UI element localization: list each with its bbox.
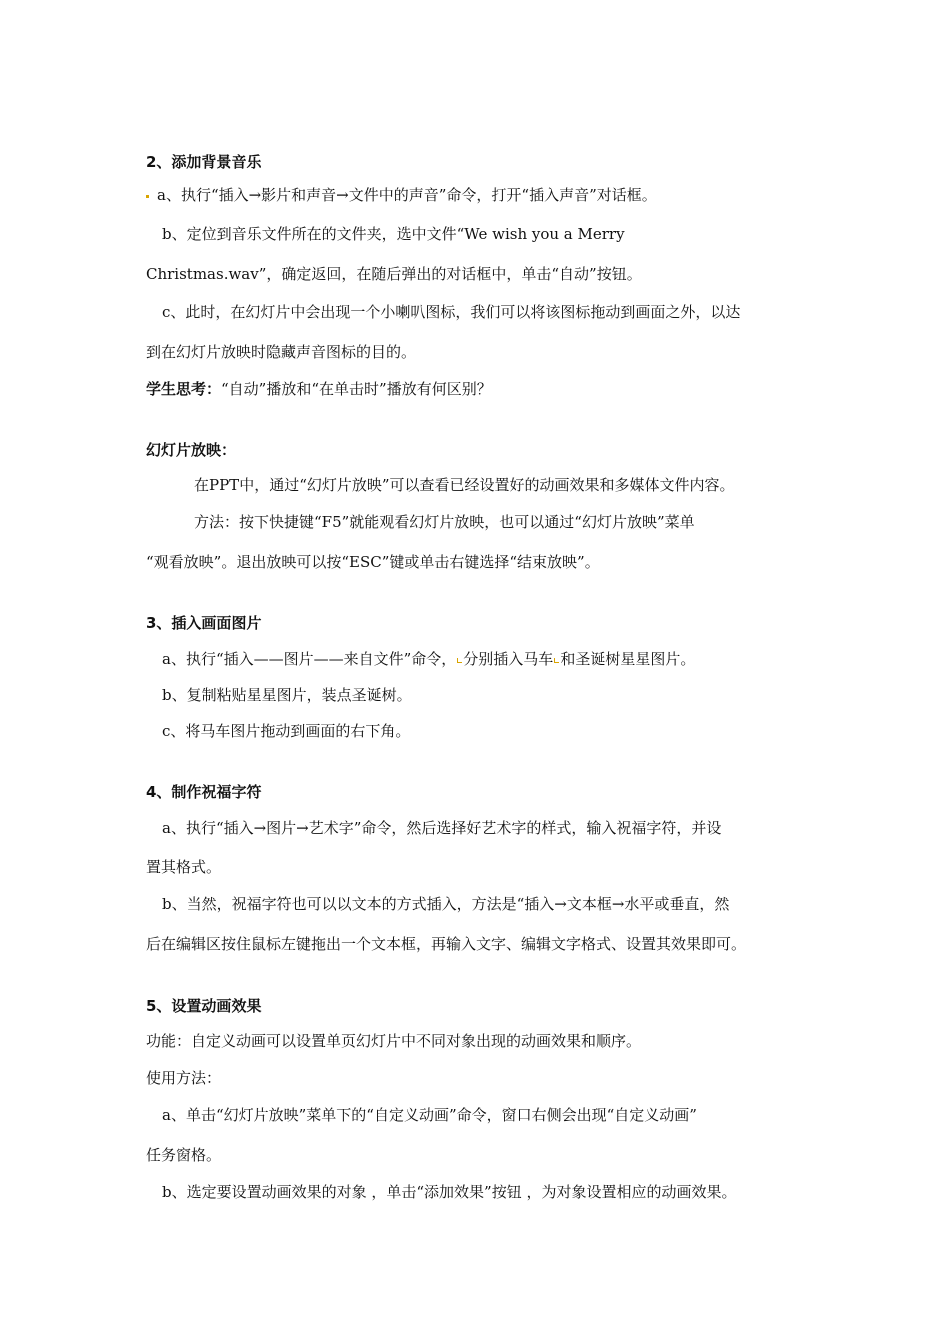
section-5-step-a-line1: a、单击“幻灯片放映”菜单下的“自定义动画”命令，窗口右侧会出现“自定义动画” [162,1106,697,1124]
section-2-step-c-line2: 到在幻灯片放映时隐藏声音图标的目的。 [146,343,417,361]
slideshow-method-line2: “观看放映”。退出放映可以按“ESC”键或单击右键选择“结束放映”。 [146,553,600,571]
section-4-step-a-line1: a、执行“插入→图片→艺术字”命令，然后选择好艺术字的样式，输入祝福字符，并设 [162,819,722,837]
student-thinking [146,379,492,399]
section-4-step-b-line1: b、当然，祝福字符也可以以文本的方式插入，方法是“插入→文本框→水平或垂直，然 [162,895,730,913]
section-5-heading: 5、设置动画效果 [146,997,262,1015]
student-thinking-label: 学生思考： [146,380,222,398]
section-4-heading: 4、制作祝福字符 [146,783,262,801]
slideshow-method-line1: 方法：按下快捷键“F5”就能观看幻灯片放映，也可以通过“幻灯片放映”菜单 [194,513,695,531]
section-2-step-a: a、执行“插入→影片和声音→文件中的声音”命令，打开“插入声音”对话框。 [146,185,657,205]
anchor-mark [457,658,462,663]
section-3-step-b: b、复制粘贴星星图片，装点圣诞树。 [162,686,412,704]
slideshow-paragraph-1: 在PPT中，通过“幻灯片放映”可以查看已经设置好的动画效果和多媒体文件内容。 [194,476,735,494]
slideshow-heading: 幻灯片放映： [146,441,237,459]
section-4-step-b-line2: 后在编辑区按住鼠标左键拖出一个文本框，再输入文字、编辑文字格式、设置其效果即可。 [146,935,747,953]
anchor-mark [554,658,559,663]
section-2-heading: 2、添加背景音乐 [146,153,262,171]
anchor-mark [146,195,149,198]
section-5-step-a-line2: 任务窗格。 [146,1146,222,1164]
section-5-function: 功能：自定义动画可以设置单页幻灯片中不同对象出现的动画效果和顺序。 [146,1032,642,1050]
section-2-step-c-line1: c、此时，在幻灯片中会出现一个小喇叭图标，我们可以将该图标拖动到画面之外，以达 [162,303,741,321]
section-5-usage: 使用方法： [146,1069,222,1087]
section-3-step-a: a、执行“插入——图片——来自文件”命令， 分别插入马车 和圣诞树星星图片。 [162,650,696,668]
section-4-step-a-line2: 置其格式。 [146,858,222,876]
section-3-heading: 3、插入画面图片 [146,614,262,632]
section-5-step-b: b、选定要设置动画效果的对象 ，单击“添加效果”按钮 ，为对象设置相应的动画效果。 [162,1183,737,1201]
section-2-step-b-line2: Christmas.wav”，确定返回，在随后弹出的对话框中，单击“自动”按钮。 [146,265,642,283]
student-thinking-text: “自动”播放和“在单击时”播放有何区别？ [221,380,492,398]
section-3-step-c: c、将马车图片拖动到画面的右下角。 [162,722,411,740]
section-2-step-b-line1: b、定位到音乐文件所在的文件夹，选中文件“We wish you a Merry [162,225,625,243]
